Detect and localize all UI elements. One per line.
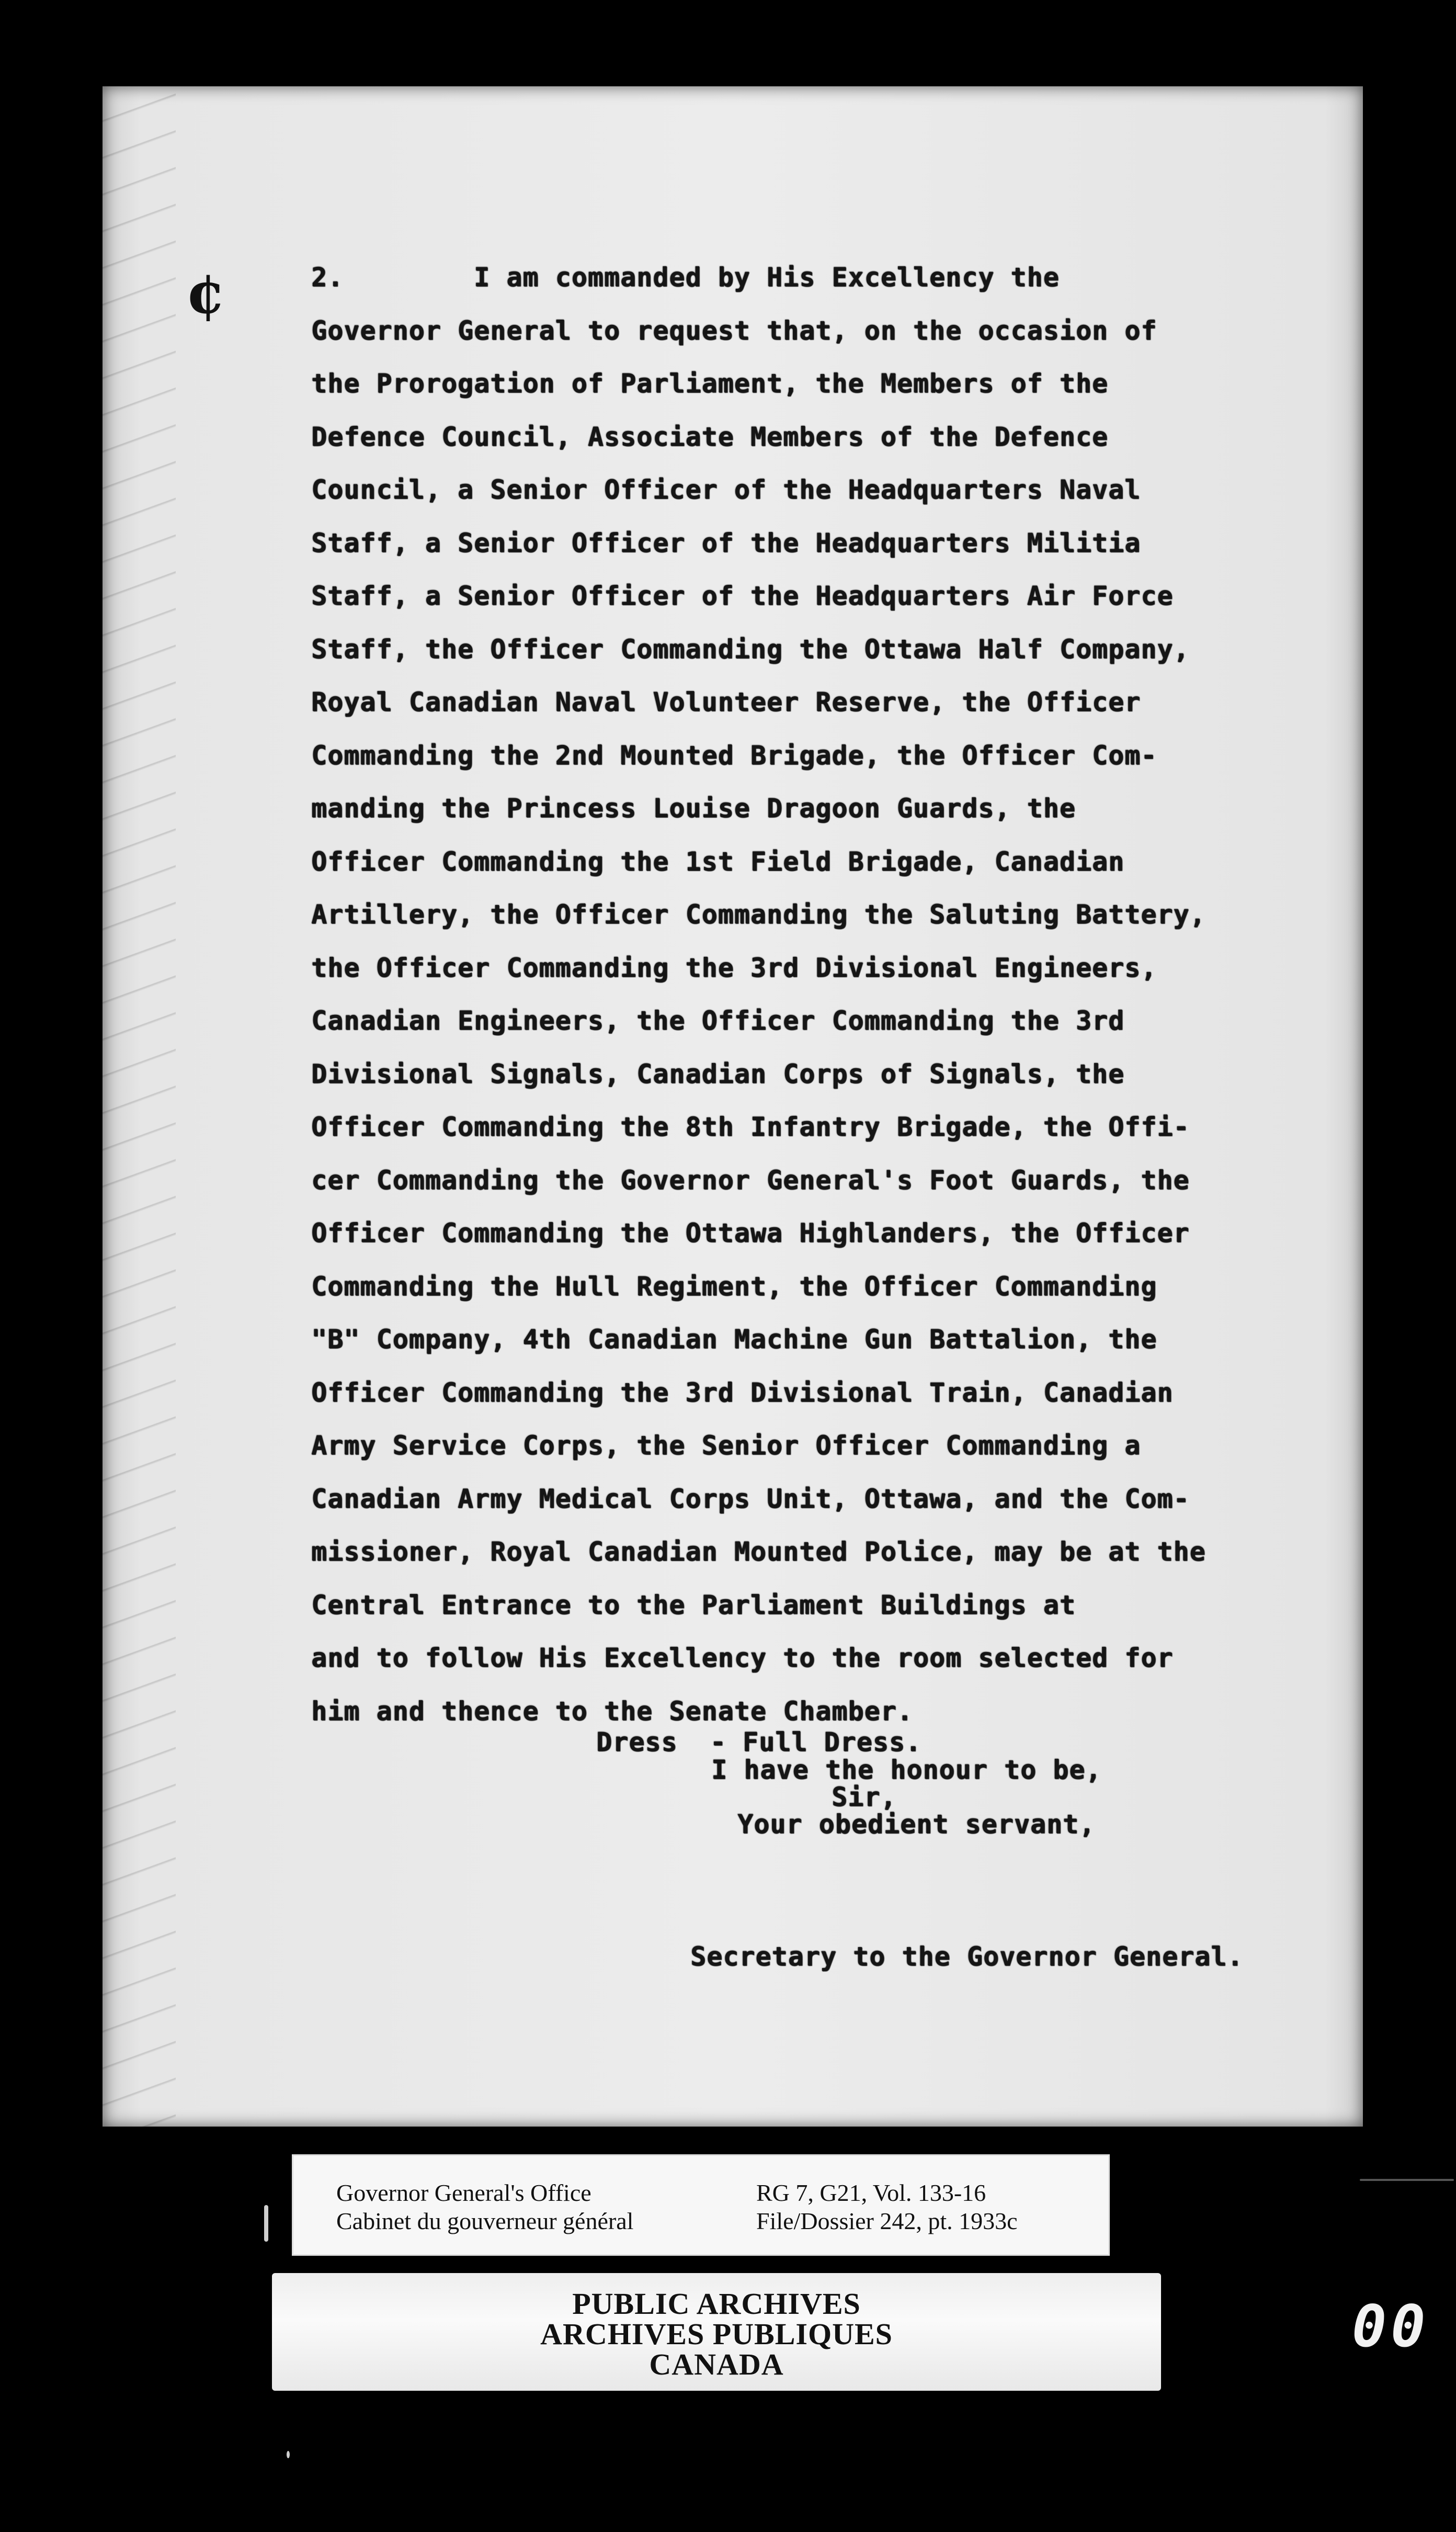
letter-line: cer Commanding the Governor General's Foot Guards, the xyxy=(311,1165,1190,1195)
letter-line: Officer Commanding the 1st Field Brigade, Canadian xyxy=(311,846,1125,877)
closing-servant: Your obedient servant, xyxy=(737,1809,1096,1839)
letter-line: him and thence to the Senate Chamber. xyxy=(311,1695,913,1726)
letter-line: Commanding the Hull Regiment, the Officer Commanding xyxy=(311,1271,1157,1302)
letter-line: and to follow His Excellency to the room selected for xyxy=(311,1643,1174,1673)
letter-line: Commanding the 2nd Mounted Brigade, the Officer Com- xyxy=(311,740,1157,771)
letter-line: 2. I am commanded by His Excellency the xyxy=(311,262,1060,292)
letter-line: Governor General to request that, on the occasion of xyxy=(311,315,1157,346)
letter-line: Officer Commanding the Ottawa Highlanders, the Officer xyxy=(311,1218,1190,1248)
stamp-line-french: ARCHIVES PUBLIQUES xyxy=(540,2317,893,2351)
letter-line: Army Service Corps, the Senior Officer Commanding a xyxy=(311,1430,1141,1461)
microfilm-frame-number: 00 xyxy=(1352,2293,1430,2360)
letter-line: Officer Commanding the 3rd Divisional Train, Canadian xyxy=(311,1377,1174,1408)
stamp-line-country: CANADA xyxy=(649,2347,784,2381)
archive-stamp xyxy=(272,2273,1161,2391)
closing-salutation: Sir, xyxy=(832,1782,897,1812)
letter-line: Council, a Senior Officer of the Headquarters Naval xyxy=(311,474,1141,505)
letter-line: Staff, a Senior Officer of the Headquarters Air Force xyxy=(311,581,1174,611)
letter-line: the Prorogation of Parliament, the Members of the xyxy=(311,368,1109,399)
signature-title: Secretary to the Governor General. xyxy=(690,1941,1244,1972)
office-name-english: Governor General's Office xyxy=(336,2179,592,2206)
letter-line: "B" Company, 4th Canadian Machine Gun Battalion, the xyxy=(311,1324,1157,1354)
letter-line: Staff, a Senior Officer of the Headquarters Militia xyxy=(311,527,1141,558)
letter-line: Officer Commanding the 8th Infantry Brigade, the Offi- xyxy=(311,1112,1190,1142)
file-reference: File/Dossier 242, pt. 1933c xyxy=(756,2208,1018,2234)
film-speck xyxy=(287,2451,290,2458)
letter-body xyxy=(311,251,1211,1738)
letter-line: Defence Council, Associate Members of the Defence xyxy=(311,421,1109,452)
letter-line: manding the Princess Louise Dragoon Guards, the xyxy=(311,793,1076,823)
letter-line: the Officer Commanding the 3rd Divisional Engineers, xyxy=(311,952,1157,983)
archive-reference-label xyxy=(292,2154,1110,2256)
letter-line: Canadian Army Medical Corps Unit, Ottawa, and the Com- xyxy=(311,1483,1190,1514)
letter-line: Artillery, the Officer Commanding the Saluting Battery, xyxy=(311,899,1206,930)
stamp-line-english: PUBLIC ARCHIVES xyxy=(572,2287,861,2321)
office-name-french: Cabinet du gouverneur général xyxy=(336,2208,634,2234)
letter-line: Staff, the Officer Commanding the Ottawa Half Company, xyxy=(311,634,1190,664)
margin-pencil-mark: ¢ xyxy=(186,259,226,326)
letter-line: Canadian Engineers, the Officer Commanding the 3rd xyxy=(311,1005,1125,1036)
letter-line: Divisional Signals, Canadian Corps of Signals, the xyxy=(311,1058,1125,1089)
closing-honour: I have the honour to be, xyxy=(711,1755,1102,1785)
dress-note: Dress - Full Dress. xyxy=(596,1727,922,1757)
letter-line: Central Entrance to the Parliament Buildings at xyxy=(311,1589,1076,1620)
letter-line: Royal Canadian Naval Volunteer Reserve, the Officer xyxy=(311,687,1141,717)
record-group-reference: RG 7, G21, Vol. 133-16 xyxy=(756,2179,986,2206)
film-speck xyxy=(264,2205,268,2242)
film-edge-line xyxy=(1360,2179,1454,2181)
letter-line: missioner, Royal Canadian Mounted Police, may be at the xyxy=(311,1536,1206,1567)
